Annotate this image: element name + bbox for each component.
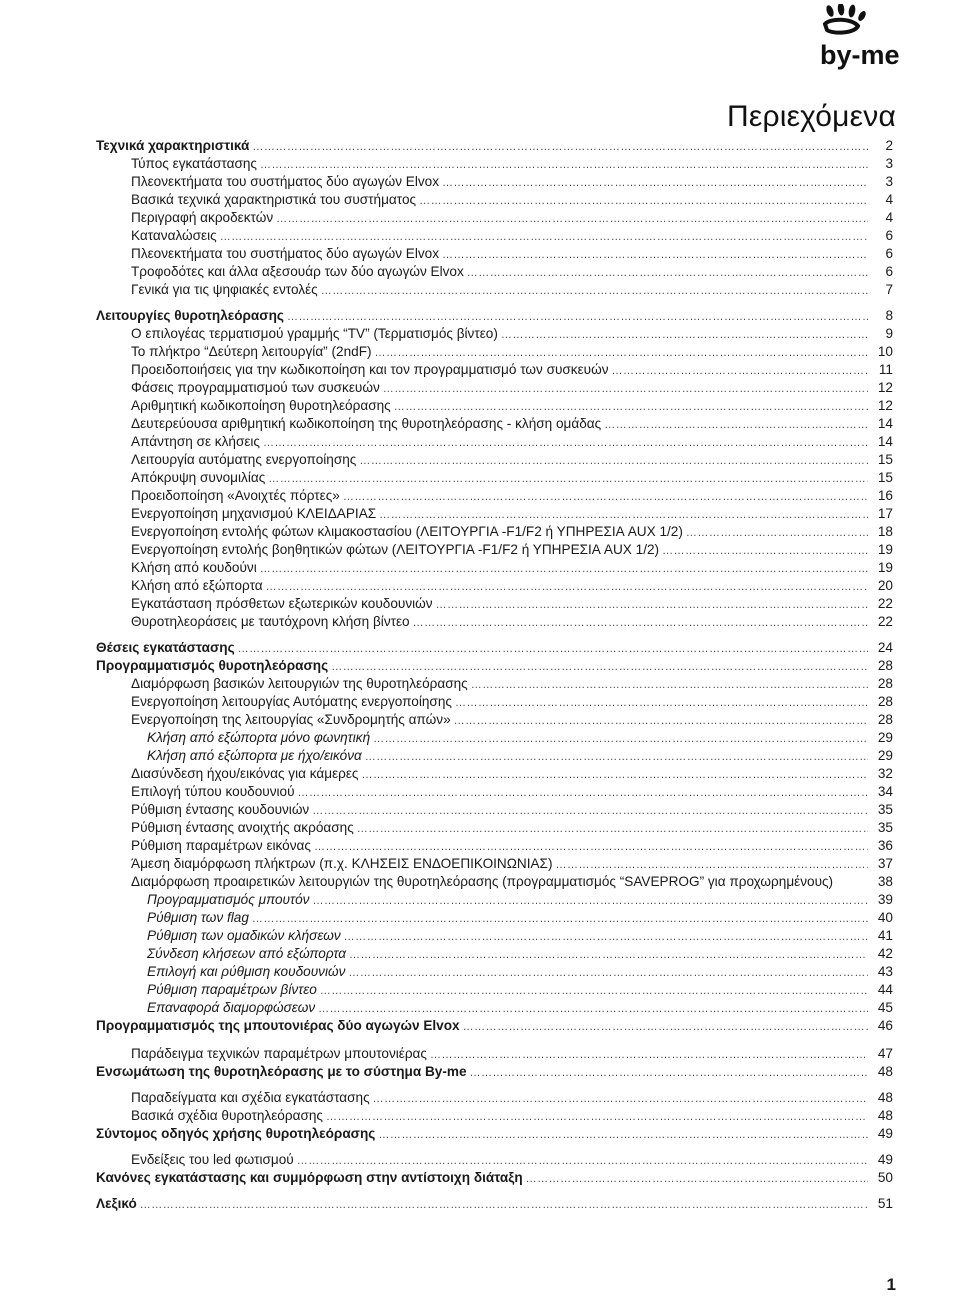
toc-entry (96, 433, 893, 451)
dot-leader (471, 676, 868, 694)
toc-entry-title: Απάντηση σε κλήσεις (131, 434, 260, 449)
dot-leader (260, 560, 868, 578)
toc-page-number: 9 (885, 326, 893, 341)
toc-page-number: 19 (877, 560, 893, 575)
dot-leader (220, 228, 868, 246)
toc-page-number: 24 (877, 640, 893, 655)
toc-page-number: 35 (877, 802, 893, 817)
dot-leader (252, 910, 868, 928)
toc-entry-title: Ρύθμιση των ομαδικών κλήσεων (147, 928, 341, 943)
toc-page-number: 11 (878, 362, 893, 377)
toc-page-number: 40 (877, 910, 893, 925)
toc-section (96, 307, 893, 325)
toc-page-number: 28 (877, 694, 893, 709)
toc-page-number: 7 (885, 282, 893, 297)
toc-page-number: 44 (877, 982, 893, 997)
toc-page-number: 19 (877, 542, 893, 557)
logo-wordmark: by-me (820, 40, 900, 70)
dot-leader (268, 470, 868, 488)
toc-entry (96, 613, 893, 631)
toc-entry (96, 541, 893, 559)
toc-page-number: 34 (877, 784, 893, 799)
toc-entry-title: Προγραμματισμός μπουτόν (147, 892, 310, 907)
toc-page-number: 15 (877, 470, 893, 485)
toc-entry (96, 783, 893, 801)
toc-page-number: 38 (877, 874, 893, 889)
toc-page-number: 12 (877, 380, 893, 395)
toc-entry (96, 325, 893, 343)
toc-entry-title: Ρύθμιση παραμέτρων βίντεο (147, 982, 317, 997)
dot-leader (604, 416, 868, 434)
toc-page-number: 50 (877, 1170, 893, 1185)
toc-page-number: 36 (877, 838, 893, 853)
toc-page-number: 46 (877, 1018, 893, 1033)
toc-entry-title: Ρύθμιση έντασης κουδουνιών (131, 802, 310, 817)
toc-section (96, 1125, 893, 1143)
dot-leader (140, 1196, 868, 1214)
dot-leader (686, 524, 868, 542)
toc-entry (96, 379, 893, 397)
dot-leader (436, 596, 868, 614)
toc-entry-title: Τεχνικά χαρακτηριστικά (96, 138, 250, 153)
dot-leader (312, 892, 868, 910)
toc-entry (96, 155, 893, 173)
toc-page-number: 49 (877, 1152, 893, 1167)
toc-page-number: 39 (877, 892, 893, 907)
toc-entry-title: Διαμόρφωση βασικών λειτουργιών της θυροτηλεόρασης (131, 676, 468, 691)
toc-entry-title: Ενεργοποίηση μηχανισμού ΚΛΕΙΔΑΡΙΑΣ (131, 506, 377, 521)
toc-section (96, 639, 893, 657)
by-me-logo (818, 4, 900, 78)
toc-page-number: 20 (877, 578, 893, 593)
toc-section (96, 657, 893, 675)
dot-leader (455, 694, 868, 712)
toc-page-number: 14 (877, 434, 893, 449)
toc-entry (96, 675, 893, 693)
toc-entry (96, 891, 893, 909)
dot-leader (348, 964, 868, 982)
toc-page-number: 6 (885, 228, 893, 243)
dot-leader (318, 1000, 868, 1018)
toc-entry-title: Ρύθμιση έντασης ανοιχτής ακρόασης (131, 820, 354, 835)
toc-entry-title: Ενδείξεις του led φωτισμού (131, 1152, 294, 1167)
toc-section (96, 1169, 893, 1187)
toc-entry-title: Προειδοποίηση «Ανοιχτές πόρτες» (131, 488, 340, 503)
toc-entry-title: Εγκατάσταση πρόσθετων εξωτερικών κουδουνιών (131, 596, 433, 611)
toc-entry-title: Το πλήκτρο “Δεύτερη λειτουργία” (2ndF) (131, 344, 372, 359)
page-number: 1 (886, 1275, 896, 1294)
toc-entry-title: Θέσεις εγκατάστασης (96, 640, 235, 655)
toc-section (96, 1195, 893, 1213)
toc-entry (96, 451, 893, 469)
toc-entry (96, 855, 893, 873)
toc-page-number: 17 (877, 506, 893, 521)
toc-entry-title: Διασύνδεση ήχου/εικόνας για κάμερες (131, 766, 359, 781)
toc-entry-title: Λειτουργίες θυροτηλεόρασης (96, 308, 284, 323)
dot-leader (314, 838, 868, 856)
toc-entry-title: Πλεονεκτήματα του συστήματος δύο αγωγών Elvox (131, 246, 440, 261)
toc-entry-title: Κλήση από εξώπορτα μόνο φωνητική (147, 730, 371, 745)
toc-page-number: 15 (877, 452, 893, 467)
toc-entry-title: Ενεργοποίηση εντολής βοηθητικών φώτων (ΛΕΙΤΟΥΡΓΙΑ -F1/F2 ή ΥΠΗΡΕΣΙΑ AUX 1/2) (131, 542, 660, 557)
toc-entry (96, 559, 893, 577)
toc-page-number: 35 (877, 820, 893, 835)
dot-leader (359, 452, 868, 470)
toc-entry (96, 263, 893, 281)
dot-leader (361, 766, 868, 784)
toc-page-number: 48 (877, 1108, 893, 1123)
toc-page-number: 3 (885, 156, 893, 171)
toc-entry (96, 963, 893, 981)
toc-page-number: 28 (877, 712, 893, 727)
toc-entry-title: Ρύθμιση παραμέτρων εικόνας (131, 838, 311, 853)
toc-entry (96, 469, 893, 487)
toc-entry-title: Ενεργοποίηση λειτουργίας Αυτόματης ενεργοποίησης (131, 694, 452, 709)
toc-entry-title: Άμεση διαμόρφωση πλήκτρων (π.χ. ΚΛΗΣΕΙΣ ΕΝΔΟΕΠΙΚΟΙΝΩΝΙΑΣ) (131, 856, 553, 871)
toc-entry (96, 1151, 893, 1169)
dot-leader (266, 578, 868, 596)
toc-entry-title: Σύντομος οδηγός χρήσης θυροτηλεόρασης (96, 1126, 376, 1141)
toc-entry (96, 281, 893, 299)
dot-leader (375, 344, 868, 362)
toc-entry-title: Θυροτηλεοράσεις με ταυτόχρονη κλήση βίντεο (131, 614, 410, 629)
toc-entry (96, 209, 893, 227)
toc-page-number: 32 (877, 766, 893, 781)
toc-page-number: 22 (877, 614, 893, 629)
toc-entry (96, 693, 893, 711)
toc-page-number: 8 (885, 308, 893, 323)
toc-page-number: 3 (885, 174, 893, 189)
toc-entry-title: Ενσωμάτωση της θυροτηλεόρασης με το σύστημα By-me (96, 1064, 467, 1079)
toc-entry (96, 765, 893, 783)
toc-entry (96, 1045, 893, 1063)
toc-entry-title: Δευτερεύουσα αριθμητική κωδικοποίηση της θυροτηλεόρασης - κλήση ομάδας (131, 416, 602, 431)
toc-page-number: 6 (885, 246, 893, 261)
dot-leader (373, 1090, 868, 1108)
toc-entry (96, 819, 893, 837)
toc-entry-title: Προγραμματισμός της μπουτονιέρας δύο αγωγών Elvox (96, 1018, 460, 1033)
toc-entry (96, 927, 893, 945)
toc-entry-title: Κανόνες εγκατάστασης και συμμόρφωση στην αντίστοιχη διάταξη (96, 1170, 523, 1185)
toc-page-number: 14 (877, 416, 893, 431)
toc-entry (96, 595, 893, 613)
toc-page-number: 12 (877, 398, 893, 413)
toc-entry (96, 245, 893, 263)
toc-entry-title: Ρύθμιση των flag (147, 910, 249, 925)
toc-page-number: 48 (877, 1090, 893, 1105)
dot-leader (287, 308, 868, 326)
toc-entry (96, 999, 893, 1017)
dot-leader (454, 712, 868, 730)
dot-leader (430, 1046, 868, 1064)
dot-leader (526, 1170, 868, 1188)
toc-page-number: 43 (877, 964, 893, 979)
toc-entry-title: Επιλογή τύπου κουδουνιού (131, 784, 295, 799)
toc-page-number: 29 (877, 730, 893, 745)
toc-entry (96, 711, 893, 729)
toc-section (96, 1017, 893, 1035)
toc-entry-title: Ενεργοποίηση εντολής φώτων κλιμακοστασίου (ΛΕΙΤΟΥΡΓΙΑ -F1/F2 ή ΥΠΗΡΕΣΙΑ AUX 1/2) (131, 524, 683, 539)
toc-entry (96, 1089, 893, 1107)
dot-leader (501, 326, 868, 344)
toc-page-number: 28 (877, 676, 893, 691)
dot-leader (365, 748, 868, 766)
toc-entry-title: Παραδείγματα και σχέδια εγκατάστασης (131, 1090, 370, 1105)
toc-page-number: 22 (877, 596, 893, 611)
toc-entry-title: Επαναφορά διαμορφώσεων (147, 1000, 316, 1015)
toc-entry-title: Ενεργοποίηση της λειτουργίας «Συνδρομητής απών» (131, 712, 451, 727)
toc-entry (96, 801, 893, 819)
toc-page-number: 45 (877, 1000, 893, 1015)
dot-leader (394, 398, 868, 416)
dot-leader (331, 658, 868, 676)
toc-entry-title: Πλεονεκτήματα του συστήματος δύο αγωγών Elvox (131, 174, 440, 189)
toc-entry (96, 747, 893, 765)
toc-page-number: 16 (877, 488, 893, 503)
dot-leader (321, 282, 868, 300)
toc-entry (96, 837, 893, 855)
toc-entry-title: Περιγραφή ακροδεκτών (131, 210, 274, 225)
toc-page-number: 29 (877, 748, 893, 763)
dot-leader (383, 380, 868, 398)
toc-entry (96, 909, 893, 927)
toc-page-number: 37 (877, 856, 893, 871)
toc-entry (96, 1107, 893, 1125)
toc-page-number: 4 (885, 192, 893, 207)
toc-page-number: 51 (877, 1196, 893, 1211)
toc-entry-title: Προειδοποιήσεις για την κωδικοποίηση και τον προγραμματισμό των συσκευών (131, 362, 609, 377)
toc-entry (96, 227, 893, 245)
dot-leader (312, 802, 868, 820)
toc-page-number: 47 (877, 1046, 893, 1061)
toc-page-number: 2 (885, 138, 893, 153)
hand-icon (825, 4, 867, 33)
toc-entry-title: Κλήση από εξώπορτα (131, 578, 263, 593)
toc-page-number: 41 (877, 928, 893, 943)
dot-leader (238, 640, 868, 658)
dot-leader (357, 820, 868, 838)
toc-entry (96, 191, 893, 209)
toc-section (96, 137, 893, 155)
toc-section (96, 1063, 893, 1081)
dot-leader (252, 138, 868, 156)
dot-leader (413, 614, 868, 632)
toc-entry (96, 343, 893, 361)
toc-entry-title: Απόκρυψη συνομιλίας (131, 470, 266, 485)
dot-leader (276, 210, 868, 228)
dot-leader (343, 488, 868, 506)
toc-page-number: 4 (885, 210, 893, 225)
dot-leader (662, 542, 868, 560)
toc-entry-title: Ο επιλογέας τερματισμού γραμμής “TV” (Τερματισμός βίντεο) (131, 326, 498, 341)
toc-entry-title: Παράδειγμα τεχνικών παραμέτρων μπουτονιέρας (131, 1046, 427, 1061)
toc-page-number: 28 (877, 658, 893, 673)
dot-leader (378, 1126, 868, 1144)
toc-entry-title: Βασικά τεχνικά χαρακτηριστικά του συστήματος (131, 192, 417, 207)
dot-leader (260, 156, 868, 174)
toc-entry-title: Λειτουργία αυτόματης ενεργοποίησης (131, 452, 357, 467)
dot-leader (419, 192, 868, 210)
toc-page-number: 48 (877, 1064, 893, 1079)
toc-entry (96, 415, 893, 433)
dot-leader (556, 856, 869, 874)
dot-leader (373, 730, 868, 748)
toc-page-number: 18 (877, 524, 893, 539)
dot-leader (326, 1108, 868, 1126)
toc-entry-title: Βασικά σχέδια θυροτηλεόρασης (131, 1108, 323, 1123)
toc-entry (96, 505, 893, 523)
dot-leader (349, 946, 868, 964)
dot-leader (344, 928, 868, 946)
dot-leader (297, 1152, 868, 1170)
toc-entry (96, 487, 893, 505)
toc-entry-title: Διαμόρφωση προαιρετικών λειτουργιών της θυροτηλεόρασης (προγραμματισμός “SAVEPROG” για προχωρημένους) (131, 874, 834, 889)
toc-page-number: 42 (877, 946, 893, 961)
page-title: Περιεχόμενα (727, 100, 896, 133)
toc-entry (96, 577, 893, 595)
toc-entry (96, 397, 893, 415)
dot-leader (263, 434, 868, 452)
toc-entry (96, 729, 893, 747)
dot-leader (612, 362, 869, 380)
toc-entry-title: Κλήση από εξώπορτα με ήχο/εικόνα (147, 748, 362, 763)
toc-entry-title: Κλήση από κουδούνι (131, 560, 257, 575)
toc-entry-title: Τροφοδότες και άλλα αξεσουάρ των δύο αγωγών Elvox (131, 264, 464, 279)
toc-entry-title: Αριθμητική κωδικοποίηση θυροτηλεόρασης (131, 398, 391, 413)
toc-entry-title: Καταναλώσεις (131, 228, 217, 243)
toc-entry-title: Τύπος εγκατάστασης (131, 156, 257, 171)
toc-entry (96, 873, 893, 891)
toc-entry-title: Λεξικό (96, 1196, 137, 1211)
dot-leader (470, 1064, 868, 1082)
toc-entry (96, 173, 893, 191)
dot-leader (442, 174, 868, 192)
dot-leader (442, 246, 868, 264)
toc-entry (96, 523, 893, 541)
dot-leader (467, 264, 868, 282)
toc-entry (96, 361, 893, 379)
dot-leader (379, 506, 868, 524)
toc-entry-title: Επιλογή και ρύθμιση κουδουνιών (147, 964, 346, 979)
toc-entry-title: Γενικά για τις ψηφιακές εντολές (131, 282, 318, 297)
toc-page-number: 10 (877, 344, 893, 359)
dot-leader (298, 784, 868, 802)
toc-entry-title: Προγραμματισμός θυροτηλεόρασης (96, 658, 329, 673)
toc-entry-title: Σύνδεση κλήσεων από εξώπορτα (147, 946, 346, 961)
toc-entry (96, 981, 893, 999)
dot-leader (463, 1018, 868, 1036)
toc-page-number: 49 (877, 1126, 893, 1141)
toc-entry-title: Φάσεις προγραμματισμού των συσκευών (131, 380, 380, 395)
toc-entry (96, 945, 893, 963)
dot-leader (320, 982, 868, 1000)
toc-page-number: 6 (885, 264, 893, 279)
